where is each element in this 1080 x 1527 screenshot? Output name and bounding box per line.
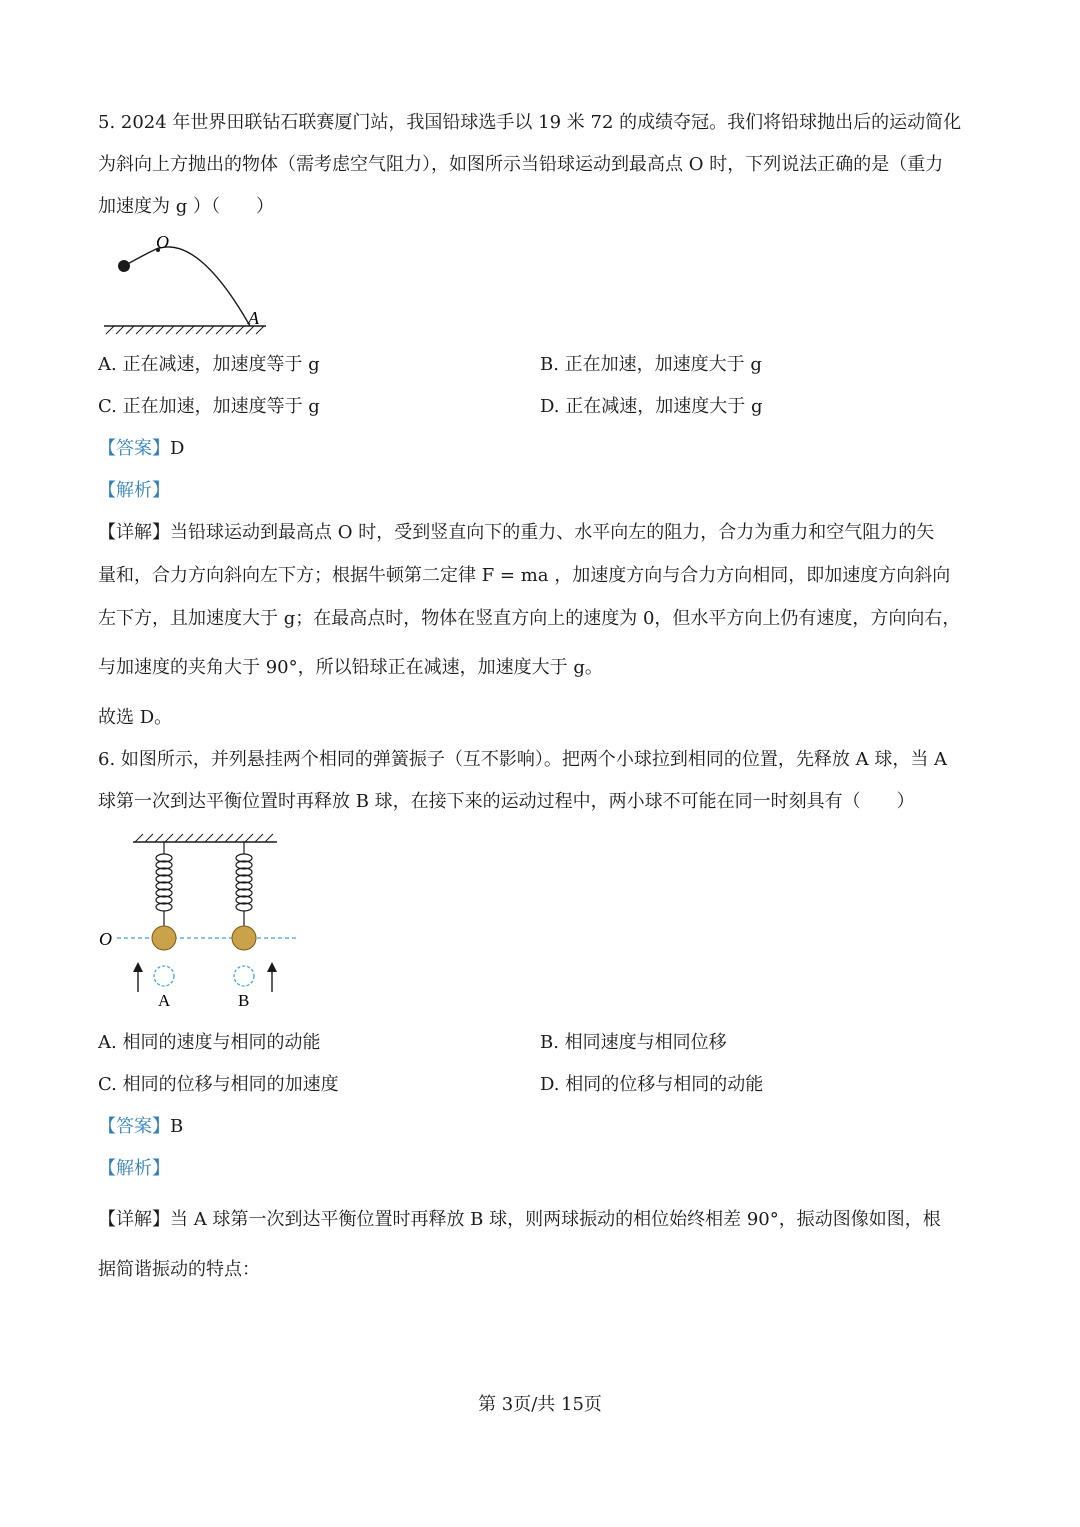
ball-b xyxy=(232,926,256,950)
label-o: O xyxy=(99,929,112,949)
q5-detail-line4: 与加速度的夹角大于 90°，所以铅球正在减速，加速度大于 g。 xyxy=(98,657,603,678)
spring-b xyxy=(236,842,252,926)
ball-a-start-position xyxy=(154,966,174,986)
arrow-b-icon xyxy=(267,962,277,992)
q5-answer-value: D xyxy=(170,438,185,459)
q5-detail-text1: 当铅球运动到最高点 O 时，受到竖直向下的重力、水平向左的阻力，合力为重力和空气阻力的矢 xyxy=(170,522,935,543)
label-b: B xyxy=(238,991,250,1010)
q6-detail-tag: 【详解】 xyxy=(98,1209,170,1230)
q6-option-d: D. 相同的位移与相同的动能 xyxy=(540,1074,764,1095)
q5-detail-line3: 左下方，且加速度大于 g；在最高点时，物体在竖直方向上的速度为 0，但水平方向上仍有速度，方向向右， xyxy=(98,608,961,629)
q5-analysis xyxy=(98,478,170,504)
q6-detail-line2: 据简谐振动的特点： xyxy=(98,1259,260,1280)
q5-option-d: D. 正在减速，加速度大于 g xyxy=(540,396,763,417)
page-footer: 第 3页/共 15页 xyxy=(478,1394,602,1415)
label-o: O xyxy=(156,232,169,252)
q5-conclusion: 故选 D。 xyxy=(98,707,173,728)
q6-option-a: A. 相同的速度与相同的动能 xyxy=(98,1032,321,1053)
q6-detail-line1 xyxy=(98,1207,941,1233)
q6-stem-line1: 6. 如图所示，并列悬挂两个相同的弹簧振子（互不影响）。把两个小球拉到相同的位置，先释放 A 球，当 A xyxy=(98,749,948,770)
label-a: A xyxy=(248,308,259,328)
q6-option-b: B. 相同速度与相同位移 xyxy=(540,1032,727,1053)
q5-analysis-tag: 【解析】 xyxy=(98,480,170,501)
q6-detail-text1: 当 A 球第一次到达平衡位置时再释放 B 球，则两球振动的相位始终相差 90°，振动图像如图，根 xyxy=(170,1209,941,1230)
arrow-a-icon xyxy=(133,962,143,992)
q5-answer-tag: 【答案】 xyxy=(98,438,170,459)
q5-option-b: B. 正在加速，加速度大于 g xyxy=(540,354,762,375)
q5-option-a: A. 正在减速，加速度等于 g xyxy=(98,354,320,375)
q6-stem-line2: 球第一次到达平衡位置时再释放 B 球，在接下来的运动过程中，两小球不可能在同一时刻具有（ ） xyxy=(98,791,915,812)
ball-a xyxy=(152,926,176,950)
q6-answer xyxy=(98,1114,183,1140)
ceiling-hatch xyxy=(135,834,273,842)
label-a: A xyxy=(158,991,171,1010)
q5-detail-tag: 【详解】 xyxy=(98,522,170,543)
q5-answer xyxy=(98,436,184,462)
trajectory-curve xyxy=(124,247,250,326)
q5-stem-line3: 加速度为 g ）（ ） xyxy=(98,196,274,217)
q5-detail-line1 xyxy=(98,520,934,546)
q5-detail-line2: 量和，合力方向斜向左下方；根据牛顿第二定律 F = ma ，加速度方向与合力方向相同，即加速度方向斜向 xyxy=(98,565,951,586)
ground-hatch xyxy=(106,326,264,334)
q6-spring-figure xyxy=(95,832,305,1012)
spring-a xyxy=(156,842,172,926)
q6-analysis-tag: 【解析】 xyxy=(98,1158,170,1179)
q6-answer-tag: 【答案】 xyxy=(98,1116,170,1137)
ball-b-start-position xyxy=(234,966,254,986)
q5-option-c: C. 正在加速，加速度等于 g xyxy=(98,396,320,417)
q5-stem-line1: 5. 2024 年世界田联钻石联赛厦门站，我国铅球选手以 19 米 72 的成绩夺冠。我们将铅球抛出后的运动简化 xyxy=(98,112,962,133)
q5-stem-line2: 为斜向上方抛出的物体（需考虑空气阻力），如图所示当铅球运动到最高点 O 时，下列说法正确的是（重力 xyxy=(98,154,944,175)
q5-trajectory-figure xyxy=(100,228,280,340)
q6-answer-value: B xyxy=(170,1116,184,1137)
q6-option-c: C. 相同的位移与相同的加速度 xyxy=(98,1074,339,1095)
q6-analysis xyxy=(98,1156,170,1182)
